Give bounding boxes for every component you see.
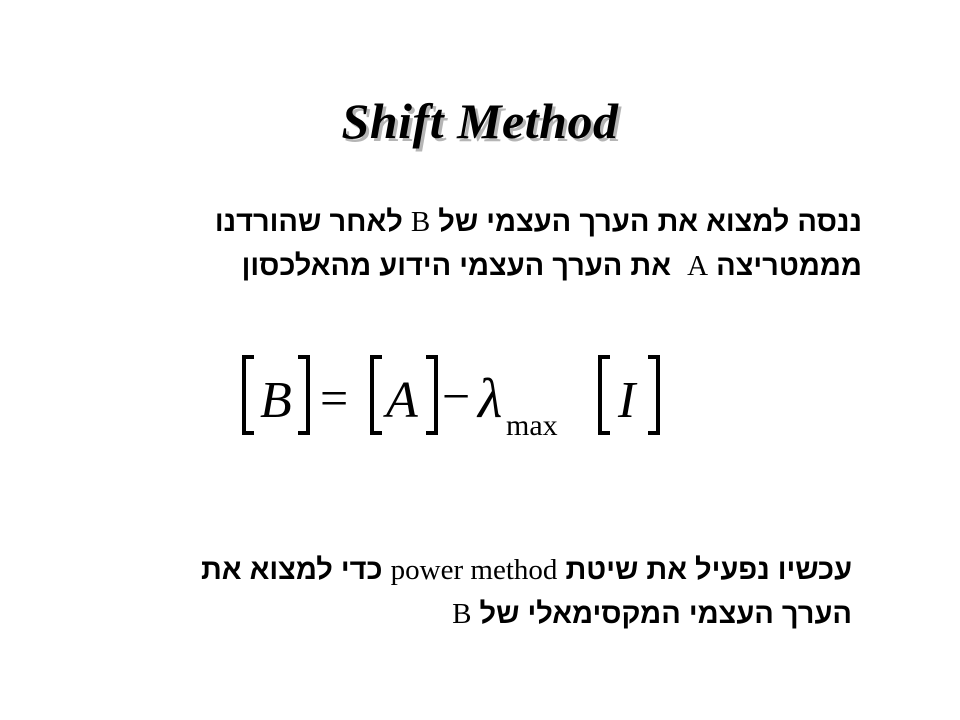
eq-var-i: I: [618, 372, 636, 429]
conclusion-method-name: power method: [390, 554, 558, 586]
eq-subscript-max: max: [506, 409, 558, 442]
bracket-open-i: [600, 357, 610, 433]
eq-equals: =: [320, 370, 349, 426]
conclusion-line-2-before: הערך העצמי המקסימאלי של: [479, 598, 852, 630]
bracket-close-b: [298, 357, 308, 433]
intro-line-2-after: את הערך העצמי הידוע מהאלכסון: [241, 250, 672, 282]
intro-var-b: B: [410, 206, 431, 238]
eq-lambda: λ: [478, 368, 503, 430]
eq-minus: −: [442, 368, 471, 424]
intro-var-a: A: [687, 250, 709, 282]
conclusion-line-1-after: כדי למצוא את: [200, 554, 383, 586]
conclusion-var-b: B: [452, 598, 472, 630]
eq-var-b: B: [260, 372, 292, 429]
conclusion-paragraph: [72, 548, 852, 636]
bracket-close-i: [648, 357, 658, 433]
conclusion-line-1-before: עכשיו נפעיל את שיטת: [565, 554, 852, 586]
intro-line-1-before: ננסה למצוא את הערך העצמי של: [438, 206, 862, 238]
conclusion-line-2: [72, 592, 852, 636]
eq-var-a: A: [386, 372, 418, 429]
bracket-close-a: [426, 357, 436, 433]
intro-line-1-after: לאחר שהורדנו: [214, 206, 403, 238]
bracket-open-a: [372, 357, 382, 433]
equation-svg: [230, 345, 690, 445]
intro-line-2-before: מממטריצה: [716, 250, 862, 282]
shift-equation: [230, 345, 690, 445]
intro-line-2: [102, 244, 862, 288]
slide-title: Shift Method: [341, 93, 619, 149]
intro-paragraph: [102, 200, 862, 288]
conclusion-line-1: [72, 548, 852, 592]
intro-line-1: [102, 200, 862, 244]
bracket-open-b: [244, 357, 254, 433]
